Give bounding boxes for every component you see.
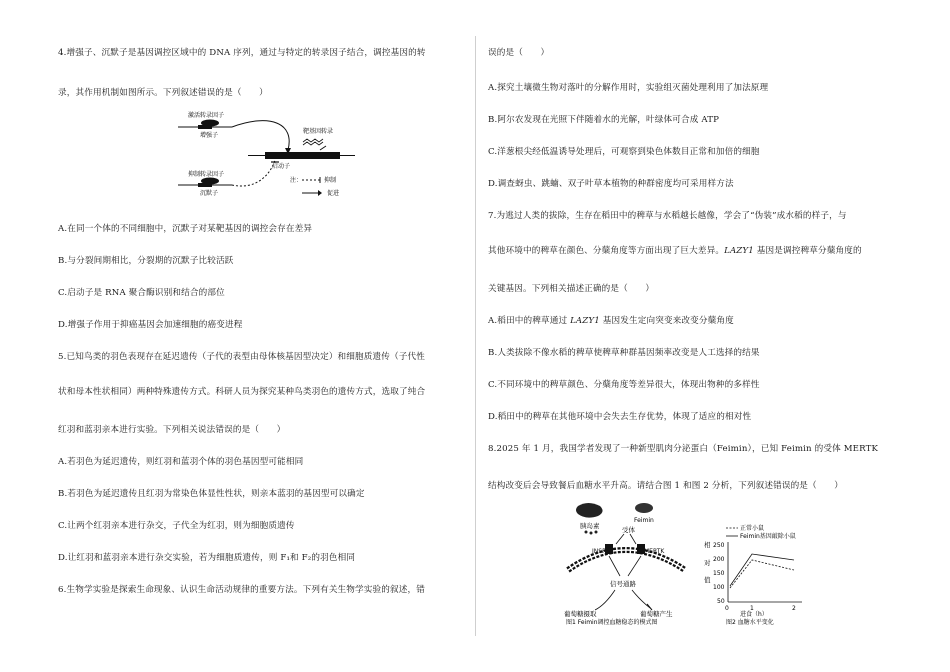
y-axis-label-3: 值 [704,576,711,584]
q7-gene-name: LAZY1 [724,246,754,256]
legend-normal-label: 正常小鼠 [740,525,765,532]
q6-option-d: D.调查蚜虫、跳蝻、双子叶草本植物的种群密度均可采用样方法 [488,179,734,189]
q7-a-start: A.稻田中的稗草通过 [488,316,571,326]
q7-stem-line-1: 7.为逃过人类的拔除，生存在稻田中的稗草与水稻越长越像，学会了“伪装”成水稻的样子，与 [488,211,847,221]
feimin-model-figure [560,500,695,625]
q5-stem-line-2: 状和母本性状相同）两种特殊遗传方式。科研人员为探究某种鸟类羽色的遗传方式，选取了纯合 [58,387,426,397]
mertk-signal-line [628,556,641,576]
q5-stem-line-1: 5.已知鸟类的羽色表现存在延迟遗传（子代的表型由母体核基因型决定）和细胞质遗传（子代性 [58,352,425,362]
inhibit-path [232,160,275,186]
y-axis-label-1: 相 [704,541,711,549]
q7-a-end: 基因发生定向突变来改变分蘖角度 [599,316,734,326]
q5-option-d: D.让红羽和蓝羽亲本进行杂交实验，若为细胞质遗传，则 F₁和 F₂的羽色相同 [58,553,356,563]
knockout-line [730,554,794,586]
x-tick-2: 2 [792,605,796,612]
legend-promote-arrowhead [318,190,322,196]
q7-stem-line-3: 关键基因。下列相关描述正确的是（ ） [488,284,655,294]
y-tick-250: 250 [713,542,725,549]
signal-pathway-label: 信号通路 [610,580,636,588]
uptake-arrow [595,590,615,610]
mrna-wave [303,139,323,142]
insulin-label: 胰岛素 [580,522,600,530]
figure2-caption: 图2 血糖水平变化 [726,619,774,625]
receptor-pointer-1 [616,534,624,544]
figure1-caption: 图1 Feimin调控血糖稳态的模式图 [566,619,658,625]
insulin-molecules [585,531,598,535]
q4-stem-line-2: 录，其作用机制如图所示。下列叙述错误的是（ ） [58,88,268,98]
feimin-label: Feimin [634,517,654,524]
enhancer-label: 增强子 [200,132,219,139]
glucose-production-label: 葡萄糖产生 [640,610,673,618]
production-arrow [632,590,650,608]
target-transcription-label: 靶基因转录 [303,128,334,135]
q5-option-a: A.若羽色为延迟遗传，则红羽和蓝羽个体的羽色基因型可能相同 [58,457,304,467]
receptor-label: 受体 [622,526,635,534]
column-divider [475,36,476,636]
q5-option-b: B.若羽色为延迟遗传且红羽为常染色体显性性状，则亲本蓝羽的基因型可以确定 [58,489,365,499]
y-tick-150: 150 [713,570,725,577]
q4-stem-line-1: 4.增强子、沉默子是基因调控区域中的 DNA 序列，通过与特定的转录因子结合，调控基因的转 [58,48,426,58]
silencer-label: 沉默子 [200,190,219,197]
q7-line2-end: 基因是调控稗草分蘖角度的 [753,246,862,256]
y-tick-50: 50 [717,598,725,605]
q6-option-a: A.探究土壤微生物对落叶的分解作用时，实验组灭菌处理利用了加法原理 [488,83,769,93]
mertk-label: MERTK [644,548,665,555]
receptor-pointer-2 [630,534,636,544]
promote-path [232,121,289,150]
pancreas-icon [576,503,603,518]
legend-inhibit-label: 抑制 [324,177,337,184]
muscle-icon [635,503,653,513]
left-column [58,0,463,672]
q7-option-c: C.不同环境中的稗草颜色、分蘖角度等差异很大，体现出物种的多样性 [488,380,760,390]
q8-stem-line-2: 结构改变后会导致餐后血糖水平升高。请结合图 1 和图 2 分析，下列叙述错误的是（ ） [488,481,844,491]
q4-option-d: D.增强子作用于抑癌基因会加速细胞的癌变进程 [58,320,243,330]
q4-option-b: B.与分裂间期相比，分裂期的沉默子比较活跃 [58,256,234,266]
transcription-start-arrow [320,146,326,150]
y-tick-100: 100 [713,584,725,591]
q5-option-c: C.让两个红羽亲本进行杂交，子代全为红羽，则为细胞质遗传 [58,521,295,531]
y-axis-label-2: 对 [704,559,711,567]
legend-promote-label: 促进 [327,190,340,197]
x-axis-label: 进食（h） [740,611,768,618]
q6-stem-continued: 误的是（ ） [488,48,550,58]
q6-option-c: C.洋葱根尖经低温诱导处理后，可观察到染色体数目正常和加倍的细胞 [488,147,760,157]
glucose-uptake-label: 葡萄糖摄取 [564,610,597,618]
x-tick-0: 0 [725,605,729,612]
q7-line2-start: 其他环境中的稗草在颜色、分蘖角度等方面出现了巨大差异。 [488,246,725,256]
q7-option-b: B.人类拔除不像水稻的稗草使稗草种群基因频率改变是人工选择的结果 [488,348,760,358]
x-tick-1: 1 [750,605,754,612]
insr-label: INSR [592,548,607,555]
legend-knockout-label: Feimin基因敲除小鼠 [740,533,796,540]
q4-option-c: C.启动子是 RNA 聚合酶识别和结合的部位 [58,288,225,298]
mrna-wave-2 [303,142,323,145]
activator-label: 激活转录因子 [188,112,225,119]
right-column [488,0,898,672]
insr-signal-line [609,556,620,576]
q4-option-a: A.在同一个体的不同细胞中，沉默子对某靶基因的调控会存在差异 [58,224,313,234]
q7-stem-line-2 [488,245,862,257]
normal-line [730,560,794,588]
promoter-label: 启动子 [272,163,291,170]
q6-stem-line-1: 6.生物学实验是探索生命现象、认识生命活动规律的重要方法。下列有关生物学实验的叙述，错 [58,585,425,595]
q7-option-a [488,315,734,327]
gene-regulation-figure [170,108,370,208]
q7-option-d: D.稻田中的稗草在其他环境中会失去生存优势，体现了适应的相对性 [488,412,752,422]
repressor-label: 抑制转录因子 [188,171,225,178]
note-label: 注： [290,177,303,184]
y-tick-200: 200 [713,556,725,563]
q5-stem-line-3: 红羽和蓝羽亲本进行实验。下列相关说法错误的是（ ） [58,425,286,435]
q6-option-b: B.阿尔农发现在光照下伴随着水的光解，叶绿体可合成 ATP [488,115,720,125]
q8-stem-line-1: 8.2025 年 1 月，我国学者发现了一种新型肌肉分泌蛋白（Feimin），已知 Feimin 的受体 MERTK [488,444,879,454]
blood-glucose-chart [702,520,812,625]
membrane-bilayer [568,550,685,570]
q7-a-gene-name: LAZY1 [570,316,600,326]
